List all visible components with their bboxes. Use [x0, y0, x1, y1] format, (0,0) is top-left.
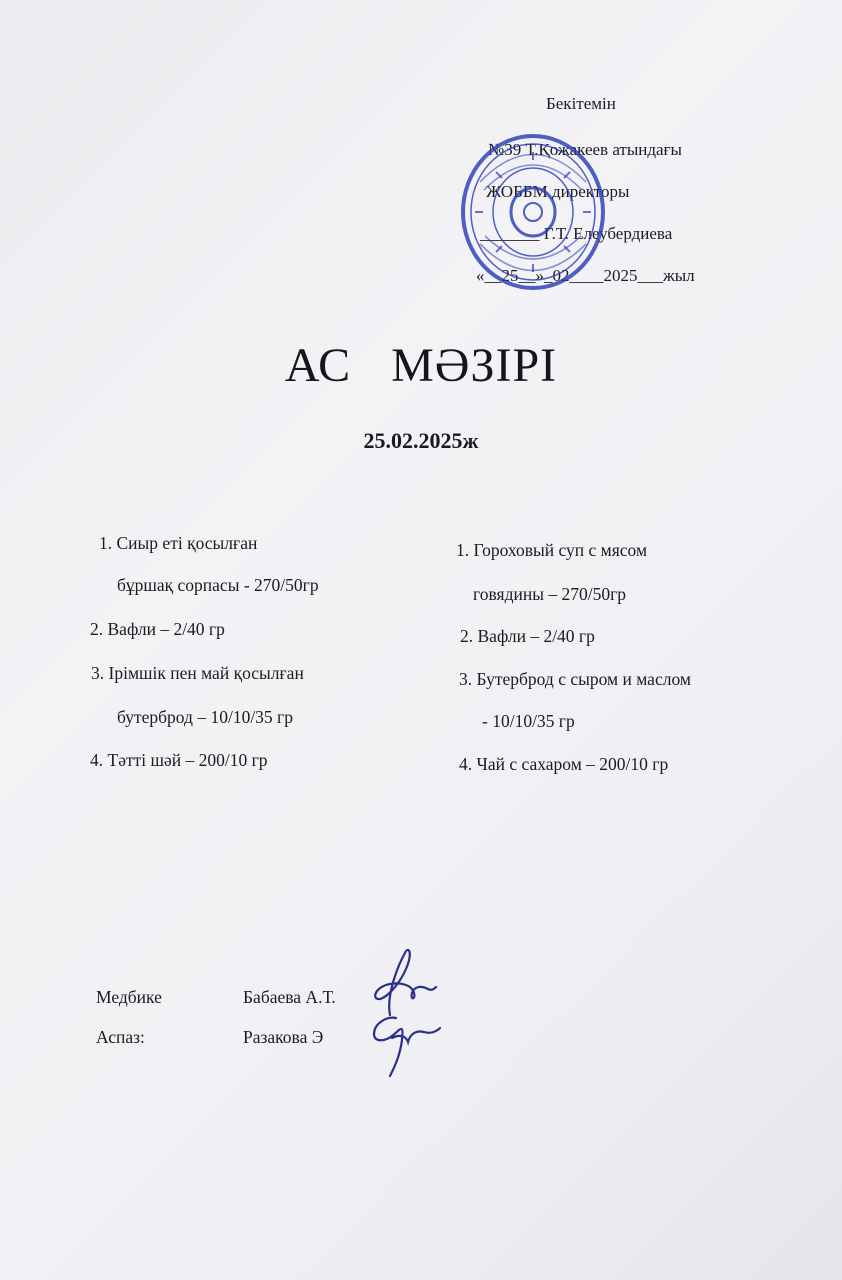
list-item: 2. Вафли – 2/40 гр [90, 619, 225, 639]
approval-school: №39 Т.Қожакеев атындағы [488, 140, 682, 159]
signature-row-cook [96, 1027, 145, 1048]
list-item: - 10/10/35 гр [482, 711, 575, 731]
signatory-name-nurse: Бабаева А.Т. [243, 987, 336, 1007]
signature-2-icon [366, 1010, 446, 1080]
list-item: 3. Бутерброд с сыром и маслом [459, 669, 691, 689]
approval-heading: Бекітемін [546, 94, 616, 113]
signature-row-nurse [96, 987, 162, 1008]
title-part-1: АС [284, 339, 352, 392]
title-part-2: МӘЗІРІ [391, 339, 558, 392]
list-item: 4. Чай с сахаром – 200/10 гр [459, 754, 669, 774]
approval-director: _______ Г.Т. Елеубердиева [480, 224, 673, 243]
official-stamp-icon [458, 132, 608, 292]
list-item: говядины – 270/50гр [473, 584, 627, 604]
list-item: 1. Гороховый суп с мясом [456, 540, 648, 560]
approval-position: ЖОББМ директоры [486, 182, 630, 201]
list-item: 2. Вафли – 2/40 гр [460, 626, 595, 646]
list-item: 1. Сиыр еті қосылған [99, 533, 258, 553]
signatory-role: Медбике [96, 987, 162, 1007]
list-item: 3. Ірімшік пен май қосылған [91, 663, 304, 683]
approval-date: «__25__»_02____2025___жыл [476, 266, 695, 285]
list-item: бутерброд – 10/10/35 гр [117, 707, 293, 727]
page-title [0, 338, 842, 393]
list-item: 4. Тәтті шәй – 200/10 гр [90, 750, 268, 770]
signatory-role: Аспаз: [96, 1027, 145, 1047]
menu-date: 25.02.2025ж [363, 428, 479, 453]
approval-block [0, 0, 842, 300]
list-item: бұршақ сорпасы - 270/50гр [117, 575, 319, 595]
signatory-name-cook: Разакова Э [243, 1027, 324, 1047]
